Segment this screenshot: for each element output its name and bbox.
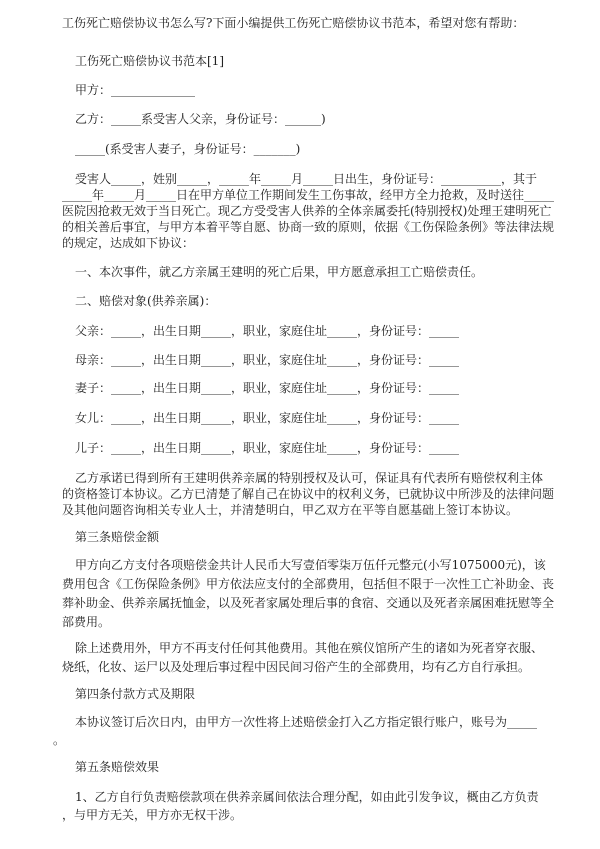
body-paragraph-line: _____年_____月_____日在甲方单位工作期间发生工伤事故，经甲方全力抢救，及时送往_____: [62, 188, 555, 202]
authorization-line: 的资格签订本协议。乙方已清楚了解自己在协议中的权利义务，已就协议中所涉及的法律问题: [62, 487, 555, 501]
dependent-daughter: 女儿：_____，出生日期_____，职业，家庭住址_____，身份证号：_____: [75, 411, 460, 425]
body-paragraph-line: 的规定，达成如下协议：: [62, 236, 195, 250]
dependent-mother: 母亲：_____，出生日期_____，职业，家庭住址_____，身份证号：_____: [75, 353, 460, 367]
section-three-line: 费用包含《工伤保险条例》甲方依法应支付的全部费用，包括但不限于一次性工亡补助金、丧: [62, 577, 555, 591]
section-five-line: 1、乙方自行负责赔偿款项在供养亲属间依法合理分配，如由此引发争议，概由乙方负责: [75, 790, 539, 804]
section-three-extra-line: 除上述费用外，甲方不再支付任何其他费用。其他在殡仪馆所产生的诸如为死者穿衣服、: [75, 641, 544, 655]
section-three-line: 甲方向乙方支付各项赔偿金共计人民币大写壹佰零柒万伍仟元整元(小写1075000元)，该: [75, 558, 546, 572]
body-paragraph-line: 受害人_____，姓别_____，_____年_____月_____日出生，身份证号：__________，其于: [75, 172, 538, 186]
section-three-title: 第三条赔偿金额: [75, 530, 160, 544]
section-three-extra-line: 烧纸，化妆、运尸以及处理后事过程中因民间习俗产生的全部费用，均有乙方自行承担。: [62, 660, 531, 674]
section-four-line: 。: [53, 733, 66, 747]
dependent-son: 儿子：_____，出生日期_____，职业，家庭住址_____，身份证号：_____: [75, 441, 460, 455]
authorization-line: 及其他问题咨询相关专业人士，并清楚明白，甲乙双方在平等自愿基础上签订本协议。: [62, 503, 519, 517]
authorization-line: 乙方承诺已得到所有王建明供养亲属的特别授权及认可，保证具有代表所有赔偿权利主体: [75, 471, 544, 485]
body-paragraph-line: 医院因抢救无效于当日死亡。现乙方受受害人供养的全体亲属委托(特别授权)处理王建明死亡: [62, 204, 552, 218]
clause-one: 一、本次事件，就乙方亲属王建明的死亡后果，甲方愿意承担工亡赔偿责任。: [75, 265, 484, 279]
intro-text: 工伤死亡赔偿协议书怎么写?下面小编提供工伤死亡赔偿协议书范本，希望对您有帮助：: [62, 16, 525, 30]
sample-title: 工伤死亡赔偿协议书范本[1]: [75, 54, 224, 68]
section-five-title: 第五条赔偿效果: [75, 760, 160, 774]
section-five-line: ，与甲方无关，甲方亦无权干涉。: [62, 808, 243, 822]
party-b-father-line: 乙方：_____系受害人父亲，身份证号：______): [75, 112, 326, 126]
party-a-line: 甲方：______________: [75, 83, 196, 97]
section-four-line: 本协议签订后次日内，由甲方一次性将上述赔偿金打入乙方指定银行账户，账号为_____: [75, 715, 538, 729]
dependent-wife: 妻子：_____，出生日期_____，职业，家庭住址_____，身份证号：_____: [75, 381, 460, 395]
section-three-line: 部费用。: [62, 615, 111, 629]
dependent-father: 父亲：_____，出生日期_____，职业，家庭住址_____，身份证号：_____: [75, 324, 460, 338]
section-three-line: 葬补助金、供养亲属抚恤金，以及死者家属处理后事的食宿、交通以及死者亲属困难抚慰等全: [62, 596, 555, 610]
clause-two: 二、赔偿对象(供养亲属)：: [75, 294, 217, 308]
section-four-title: 第四条付款方式及期限: [75, 687, 196, 701]
body-paragraph-line: 的相关善后事宜，与甲方本着平等自愿、协商一致的原则，依据《工伤保险条例》等法律法规: [62, 220, 555, 234]
party-b-wife-line: _____(系受害人妻子，身份证号：_______): [75, 142, 301, 156]
